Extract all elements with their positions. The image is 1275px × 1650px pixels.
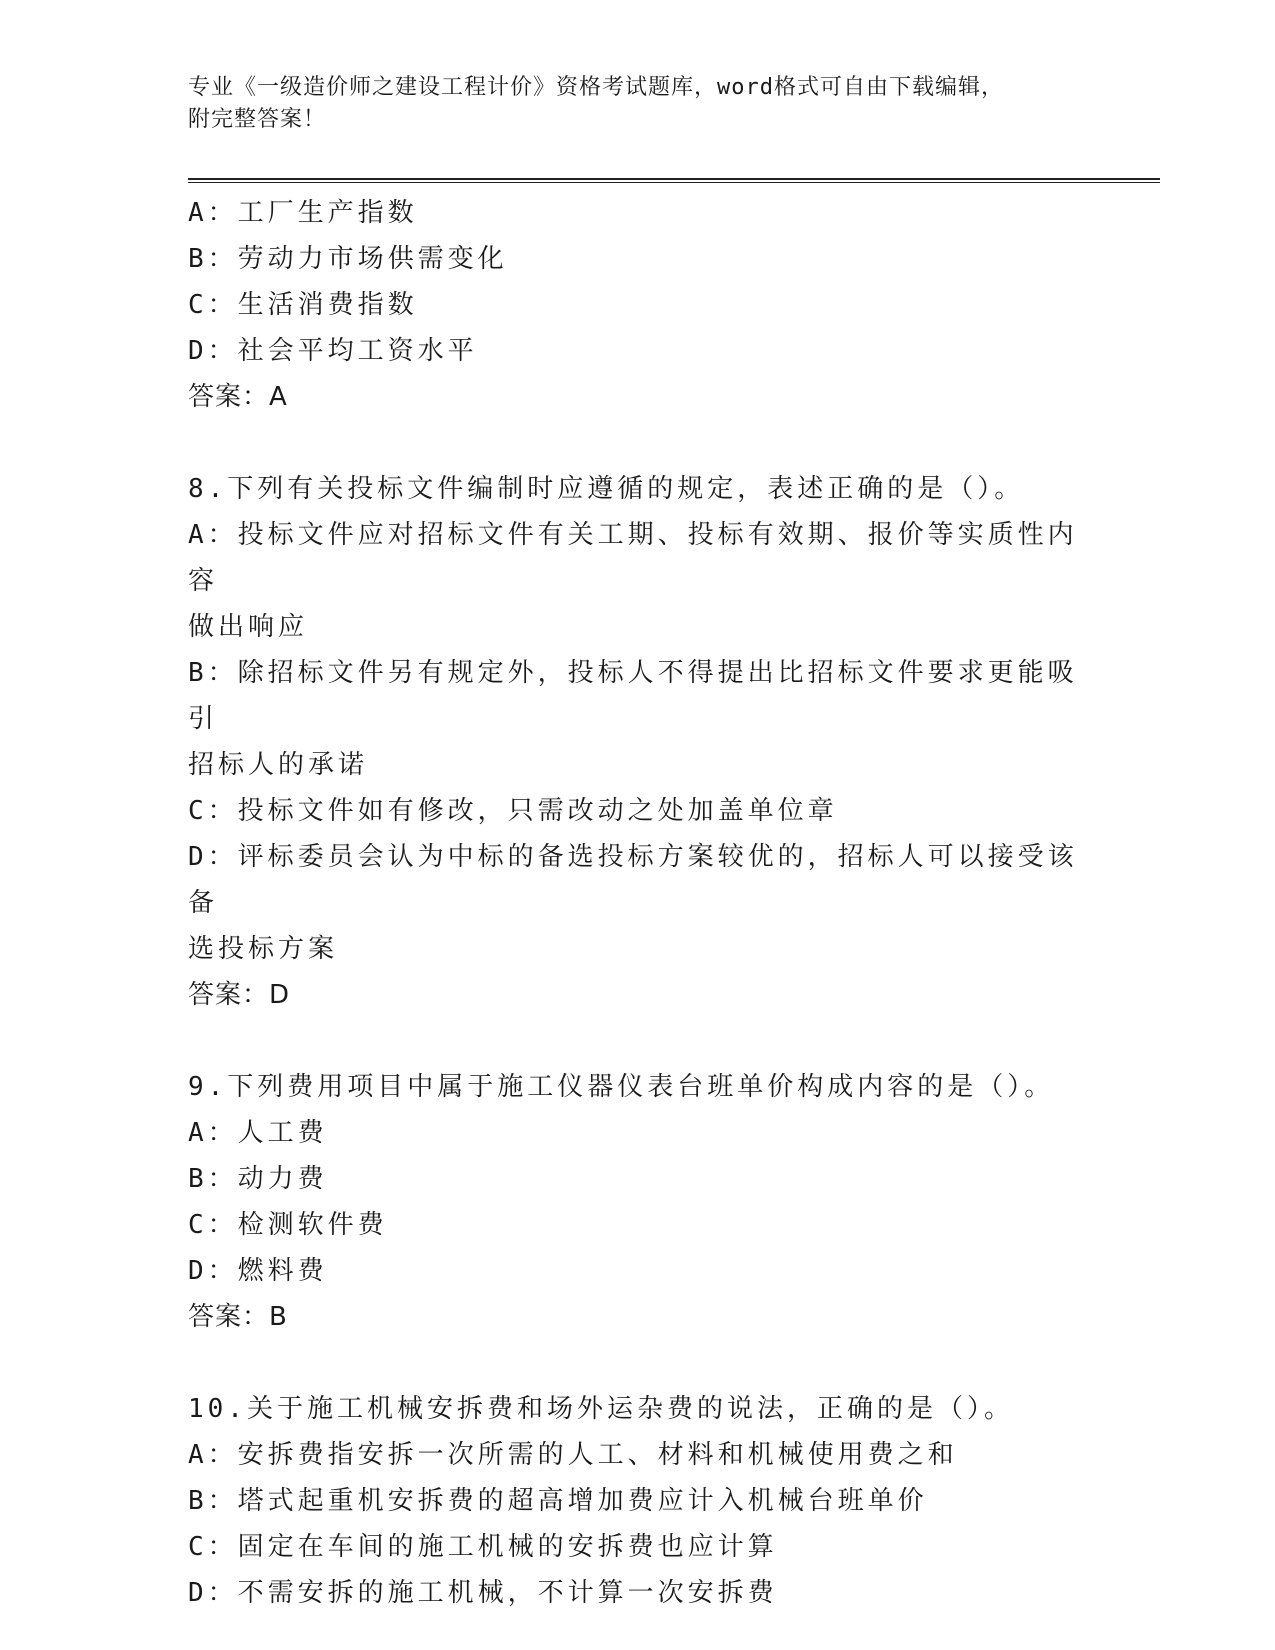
q8-option-a-line-2: 做出响应 bbox=[188, 612, 309, 642]
q7-option-d: D：社会平均工资水平 bbox=[188, 336, 478, 366]
spacer bbox=[188, 420, 1088, 466]
q8-option-d-line-1: D：评标委员会认为中标的备选投标方案较优的，招标人可以接受该备 bbox=[188, 842, 1078, 918]
q10-option-b: B：塔式起重机安拆费的超高增加费应计入机械台班单价 bbox=[188, 1486, 928, 1516]
header-line-1: 专业《一级造价师之建设工程计价》资格考试题库，word格式可自由下载编辑， bbox=[188, 75, 1004, 100]
q8-option-d-line-2: 选投标方案 bbox=[188, 934, 339, 964]
question-8 bbox=[188, 466, 1088, 1018]
q10-option-d: D：不需安拆的施工机械，不计算一次安拆费 bbox=[188, 1578, 778, 1608]
spacer bbox=[188, 1340, 1088, 1386]
q9-option-d: D：燃料费 bbox=[188, 1256, 328, 1286]
q9-option-c: C：检测软件费 bbox=[188, 1210, 388, 1240]
spacer bbox=[188, 1018, 1088, 1064]
q7-option-a: A：工厂生产指数 bbox=[188, 198, 418, 228]
q7-answer: 答案：A bbox=[188, 382, 288, 412]
q9-answer: 答案：B bbox=[188, 1302, 288, 1332]
q8-option-b-line-1: B：除招标文件另有规定外，投标人不得提出比招标文件要求更能吸引 bbox=[188, 658, 1078, 734]
header-line-2: 附完整答案！ bbox=[188, 107, 327, 132]
q8-stem: 8.下列有关投标文件编制时应遵循的规定，表述正确的是（）。 bbox=[188, 474, 1025, 504]
document-header bbox=[188, 72, 1088, 136]
q10-stem: 10.关于施工机械安拆费和场外运杂费的说法，正确的是（）。 bbox=[188, 1394, 1014, 1424]
q8-answer: 答案：D bbox=[188, 980, 291, 1010]
q8-option-b-line-2: 招标人的承诺 bbox=[188, 750, 369, 780]
q10-option-c: C：固定在车间的施工机械的安拆费也应计算 bbox=[188, 1532, 778, 1562]
question-10 bbox=[188, 1386, 1088, 1616]
q9-stem: 9.下列费用项目中属于施工仪器仪表台班单价构成内容的是（）。 bbox=[188, 1072, 1055, 1102]
q8-option-c: C：投标文件如有修改，只需改动之处加盖单位章 bbox=[188, 796, 838, 826]
question-7 bbox=[188, 190, 1088, 420]
q7-option-b: B：劳动力市场供需变化 bbox=[188, 244, 508, 274]
question-list bbox=[188, 190, 1088, 1616]
q8-option-a-line-1: A：投标文件应对招标文件有关工期、投标有效期、报价等实质性内容 bbox=[188, 520, 1078, 596]
header-divider bbox=[188, 178, 1160, 183]
question-9 bbox=[188, 1064, 1088, 1340]
q7-option-c: C：生活消费指数 bbox=[188, 290, 418, 320]
q9-option-b: B：动力费 bbox=[188, 1164, 328, 1194]
q9-option-a: A：人工费 bbox=[188, 1118, 328, 1148]
q10-option-a: A：安拆费指安拆一次所需的人工、材料和机械使用费之和 bbox=[188, 1440, 958, 1470]
